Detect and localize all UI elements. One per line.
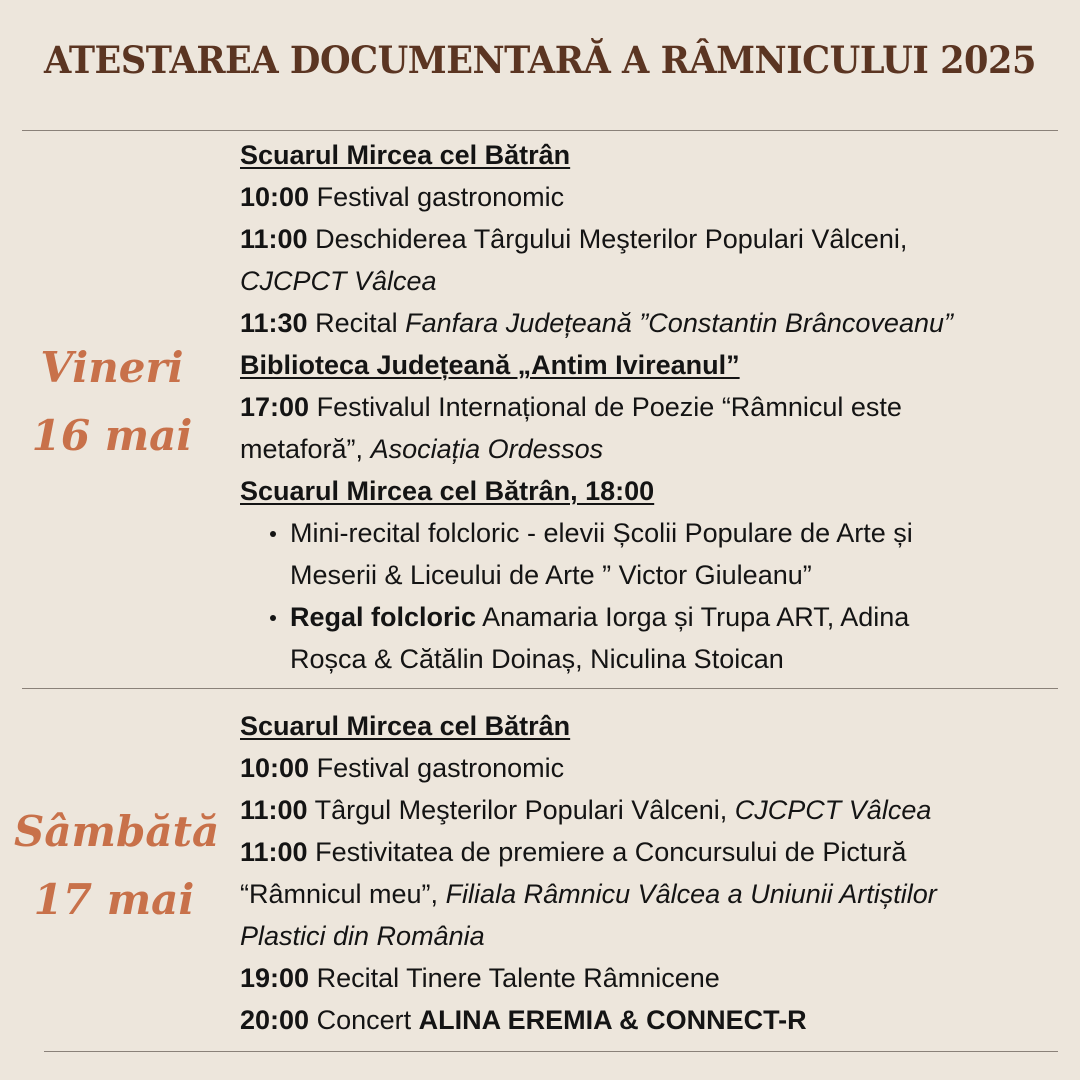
event-text: “Râmnicul meu”, bbox=[240, 879, 439, 909]
event-item bbox=[240, 747, 1060, 789]
divider-middle bbox=[22, 688, 1058, 689]
event-time: 20:00 bbox=[240, 1005, 310, 1035]
event-bullet-list bbox=[240, 512, 1060, 680]
bullet-title: Regal folcloric bbox=[290, 602, 477, 632]
event-item-continued bbox=[240, 873, 1060, 915]
bullet-line: Mini-recital folcloric - elevii Școlii Populare de Arte și bbox=[290, 518, 913, 548]
day2-schedule bbox=[240, 705, 1060, 1041]
event-time: 10:00 bbox=[240, 182, 310, 212]
event-item bbox=[240, 957, 1060, 999]
venue-heading: Scuarul Mircea cel Bătrân bbox=[240, 140, 571, 170]
event-time: 17:00 bbox=[240, 392, 310, 422]
venue-heading: Scuarul Mircea cel Bătrân, 18:00 bbox=[240, 476, 655, 506]
event-item bbox=[240, 176, 1060, 218]
event-text: Recital Tinere Talente Râmnicene bbox=[316, 963, 720, 993]
event-performer: Fanfara Județeană ”Constantin Brâncoveanu” bbox=[405, 308, 953, 338]
bullet-line: Roșca & Cătălin Doinaș, Niculina Stoican bbox=[290, 644, 784, 674]
day-label-friday bbox=[12, 334, 212, 470]
day1-schedule bbox=[240, 134, 1060, 680]
venue-heading: Biblioteca Județeană „Antim Ivireanul” bbox=[240, 350, 740, 380]
divider-bottom bbox=[44, 1051, 1058, 1052]
event-organizer: Plastici din România bbox=[240, 921, 485, 951]
event-item bbox=[240, 386, 1060, 428]
date: 17 mai bbox=[33, 875, 195, 924]
event-text: Concert bbox=[316, 1005, 412, 1035]
bullet-line: Meserii & Liceului de Arte ” Victor Giuleanu” bbox=[290, 560, 812, 590]
event-item bbox=[240, 789, 1060, 831]
divider-top bbox=[22, 130, 1058, 131]
event-organizer: Filiala Râmnicu Vâlcea a Uniunii Artiștilor bbox=[445, 879, 937, 909]
page-title: ATESTAREA DOCUMENTARĂ A RÂMNICULUI 2025 bbox=[43, 38, 1037, 82]
bullet-text: Anamaria Iorga și Trupa ART, Adina bbox=[482, 602, 910, 632]
date: 16 mai bbox=[31, 411, 193, 460]
event-organizer: CJCPCT Vâlcea bbox=[734, 795, 932, 825]
bullet-item bbox=[290, 596, 1060, 680]
event-text: Recital bbox=[315, 308, 398, 338]
event-organizer: Asociația Ordessos bbox=[370, 434, 604, 464]
venue-heading: Scuarul Mircea cel Bătrân bbox=[240, 711, 571, 741]
event-time: 11:00 bbox=[240, 224, 308, 254]
event-headliner: ALINA EREMIA & CONNECT-R bbox=[418, 1005, 807, 1035]
event-time: 10:00 bbox=[240, 753, 310, 783]
bullet-item bbox=[290, 512, 1060, 596]
event-item bbox=[240, 999, 1060, 1041]
event-time: 19:00 bbox=[240, 963, 310, 993]
event-time: 11:00 bbox=[240, 795, 308, 825]
event-text: Festivalul Internațional de Poezie “Râmnicul este bbox=[316, 392, 902, 422]
event-text: Târgul Meşterilor Populari Vâlceni, bbox=[314, 795, 728, 825]
day-label-saturday bbox=[14, 798, 220, 934]
event-text: Deschiderea Târgului Meşterilor Populari Vâlceni, bbox=[315, 224, 908, 254]
weekday: Vineri bbox=[40, 343, 184, 392]
event-organizer: CJCPCT Vâlcea bbox=[240, 266, 437, 296]
event-item-continued bbox=[240, 428, 1060, 470]
event-time: 11:30 bbox=[240, 308, 308, 338]
event-item bbox=[240, 831, 1060, 873]
weekday: Sâmbătă bbox=[14, 807, 220, 856]
event-text: Festival gastronomic bbox=[316, 753, 565, 783]
event-text: Festivitatea de premiere a Concursului de Pictură bbox=[315, 837, 907, 867]
bullet-line bbox=[290, 596, 1060, 638]
event-item bbox=[240, 302, 1060, 344]
event-item bbox=[240, 218, 1060, 260]
event-text: metaforă”, bbox=[240, 434, 364, 464]
event-text: Festival gastronomic bbox=[316, 182, 565, 212]
event-time: 11:00 bbox=[240, 837, 308, 867]
